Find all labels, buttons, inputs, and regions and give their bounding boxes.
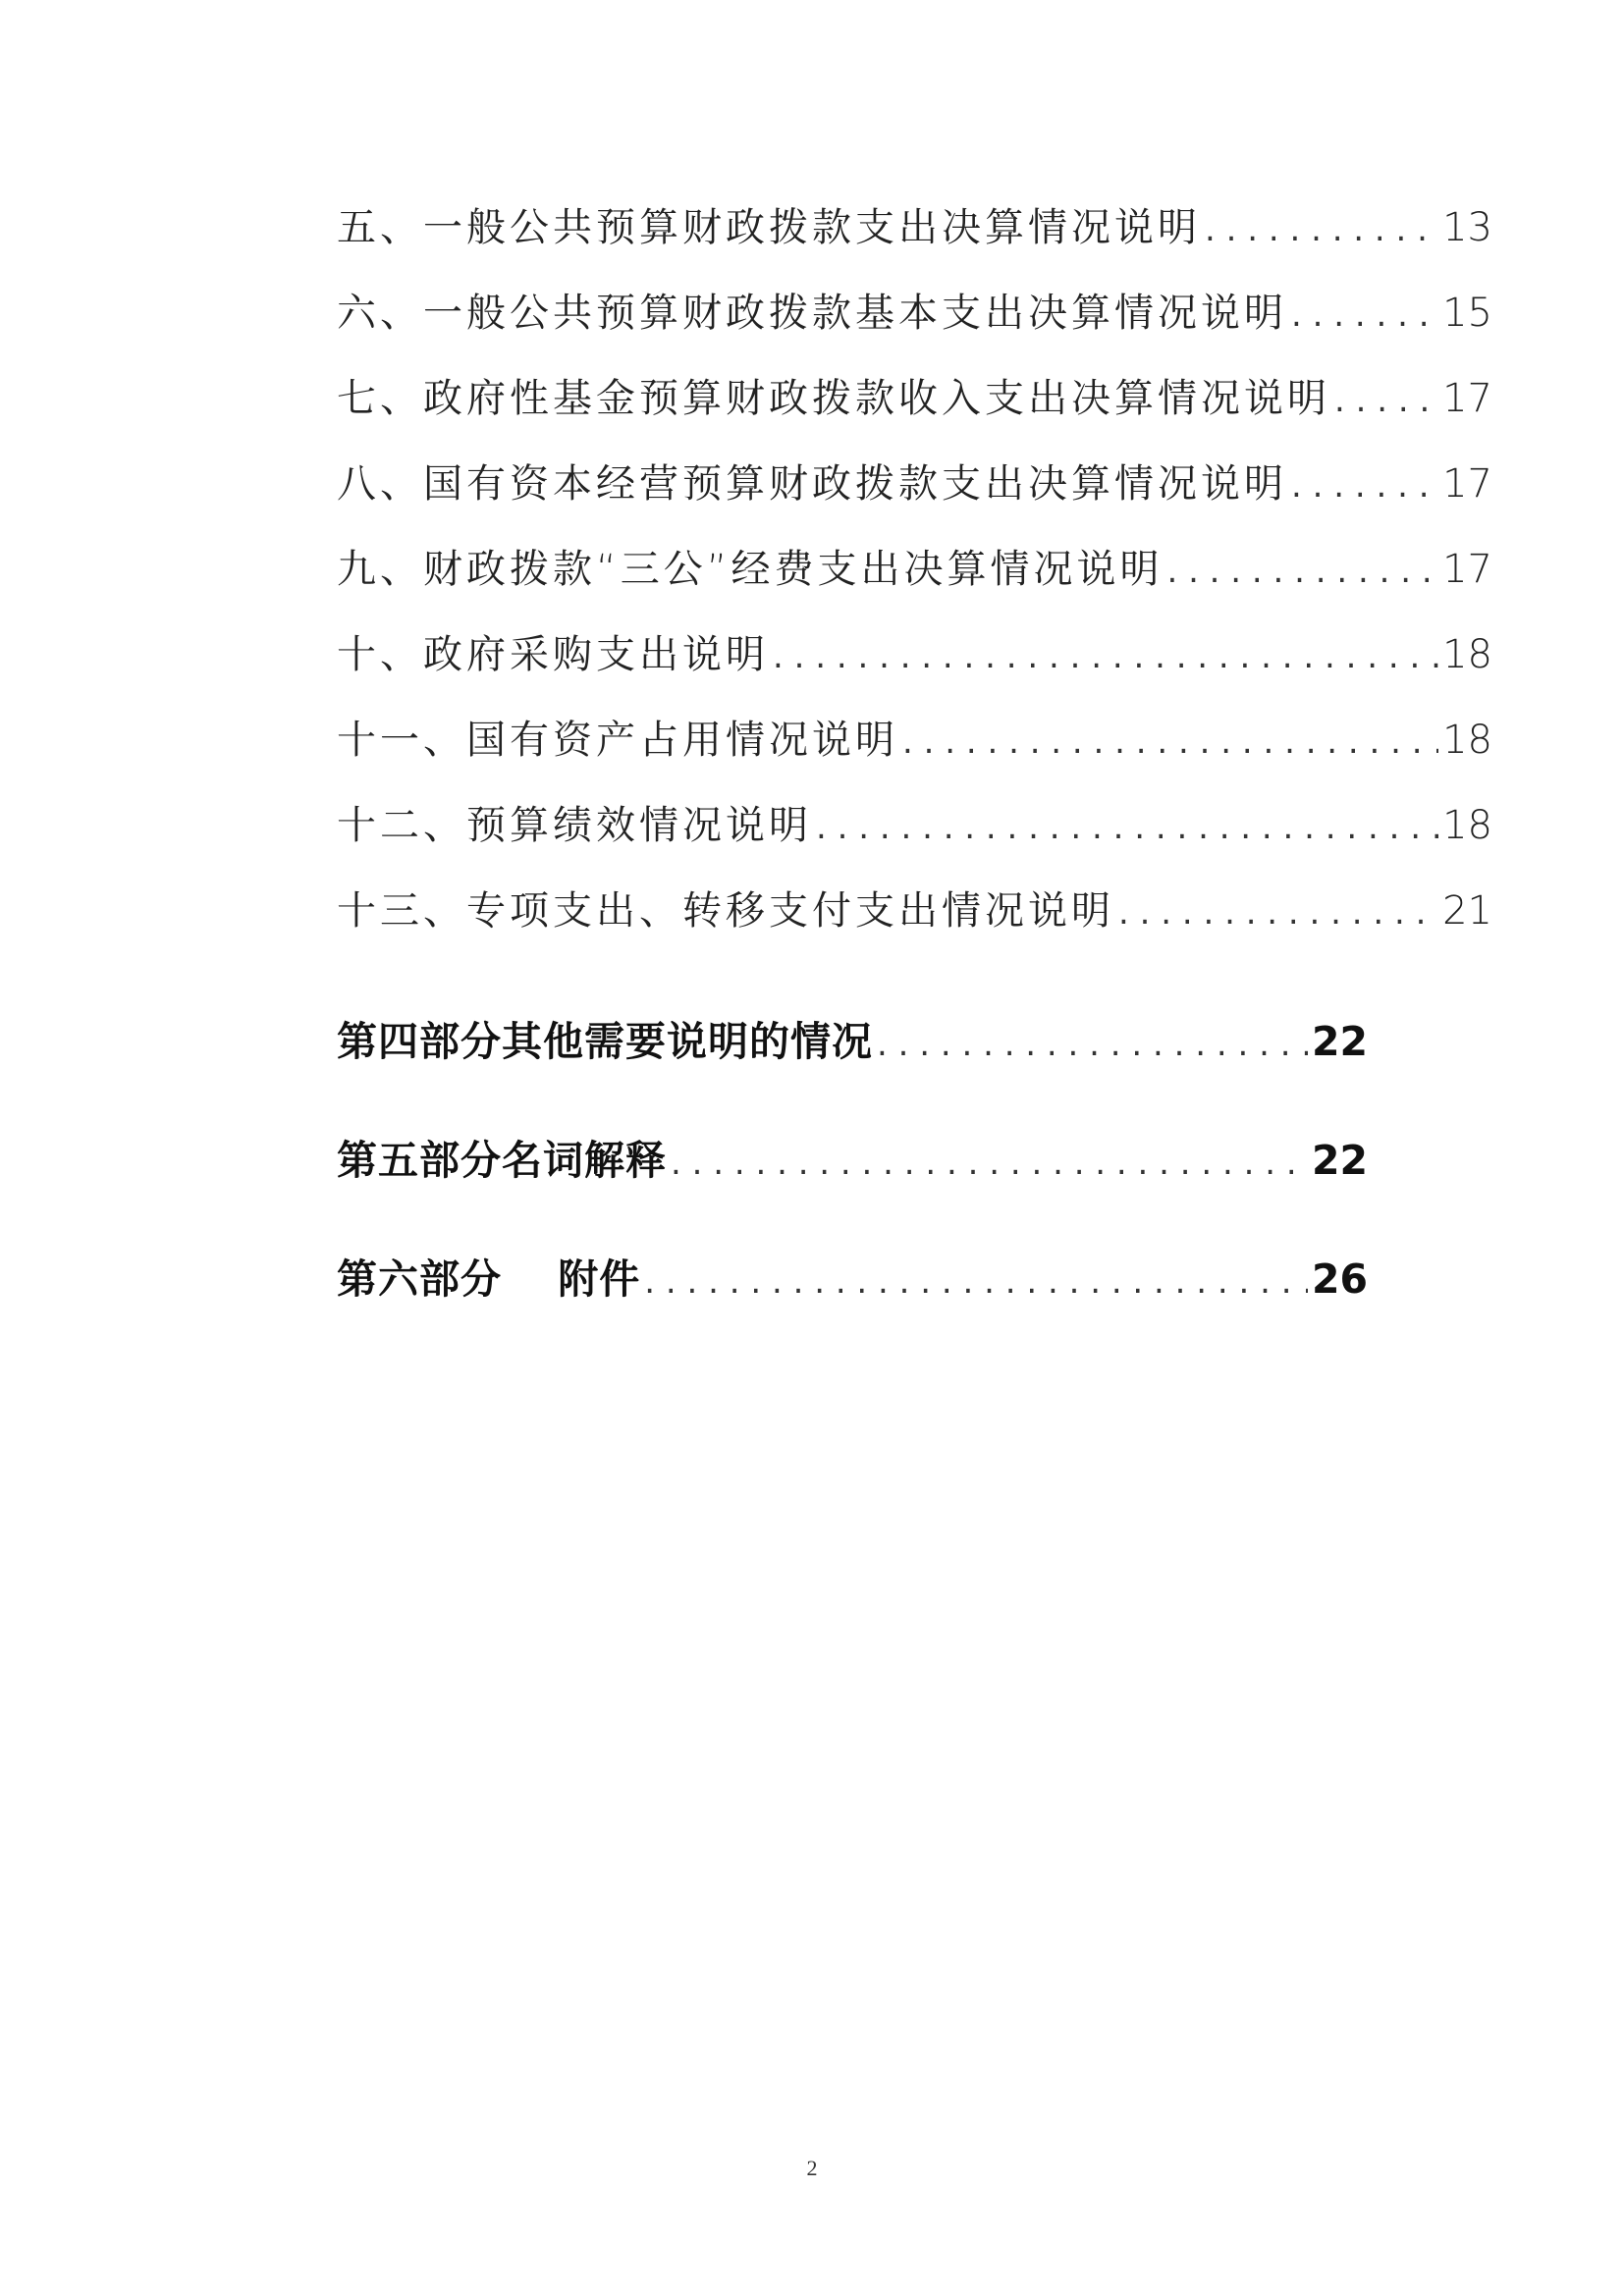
toc-entry-page: 18 <box>1442 718 1492 763</box>
toc-part-title: 第四部分其他需要说明的情况 <box>337 1018 873 1065</box>
toc-entry-title: 十一、国有资产占用情况说明 <box>337 718 898 763</box>
toc-entry-title: 五、一般公共预算财政拨款支出决算情况说明 <box>337 205 1201 250</box>
toc-entry-title: 十二、预算绩效情况说明 <box>337 803 812 848</box>
dot-leader <box>1291 284 1438 343</box>
toc-entry[interactable] <box>337 198 1492 257</box>
page-number: 2 <box>806 2156 818 2180</box>
dot-leader <box>1205 198 1438 257</box>
toc-part-page: 26 <box>1311 1255 1368 1303</box>
toc-entry-title: 十、政府采购支出说明 <box>337 632 769 677</box>
toc-entry-title: 八、国有资本经营预算财政拨款支出决算情况说明 <box>337 461 1287 507</box>
toc-part-title: 第六部分 附件 <box>337 1255 641 1303</box>
toc-part-title: 第五部分名词解释 <box>337 1137 667 1184</box>
toc-entry-page: 17 <box>1442 461 1492 507</box>
toc-part-entry[interactable] <box>337 1131 1368 1190</box>
dot-leader <box>1118 881 1438 940</box>
toc-entry-title: 七、政府性基金预算财政拨款收入支出决算情况说明 <box>337 376 1330 421</box>
toc-entry-title: 九、财政拨款“三公”经费支出决算情况说明 <box>337 547 1164 592</box>
dot-leader <box>1334 369 1438 428</box>
toc-entry-title: 十三、专项支出、转移支付支出情况说明 <box>337 888 1114 934</box>
dot-leader <box>773 625 1438 684</box>
toc-part-entry[interactable] <box>337 1012 1368 1071</box>
toc-part-page: 22 <box>1311 1137 1368 1184</box>
dot-leader <box>902 711 1438 770</box>
toc-entry-page: 18 <box>1442 632 1492 677</box>
toc-entry[interactable] <box>337 540 1492 599</box>
toc-entry-page: 15 <box>1442 291 1492 336</box>
toc-entry[interactable] <box>337 711 1492 770</box>
toc-entry-page: 21 <box>1442 888 1492 934</box>
dot-leader <box>1166 540 1438 599</box>
toc-entry[interactable] <box>337 625 1492 684</box>
dot-leader <box>671 1131 1308 1190</box>
toc-entry[interactable] <box>337 454 1492 513</box>
toc-entry-page: 13 <box>1442 205 1492 250</box>
toc-entry-title: 六、一般公共预算财政拨款基本支出决算情况说明 <box>337 291 1287 336</box>
toc-entry[interactable] <box>337 369 1492 428</box>
dot-leader <box>816 796 1438 855</box>
toc-entry-page: 18 <box>1442 803 1492 848</box>
dot-leader <box>877 1012 1308 1071</box>
toc-entry-page: 17 <box>1442 376 1492 421</box>
toc-part-page: 22 <box>1311 1018 1368 1065</box>
toc-part-entry[interactable] <box>337 1250 1368 1308</box>
toc-entry-page: 17 <box>1442 547 1492 592</box>
dot-leader <box>644 1250 1308 1308</box>
toc-entry[interactable] <box>337 796 1492 855</box>
toc-entry[interactable] <box>337 881 1492 940</box>
dot-leader <box>1291 454 1438 513</box>
toc-entry[interactable] <box>337 284 1492 343</box>
